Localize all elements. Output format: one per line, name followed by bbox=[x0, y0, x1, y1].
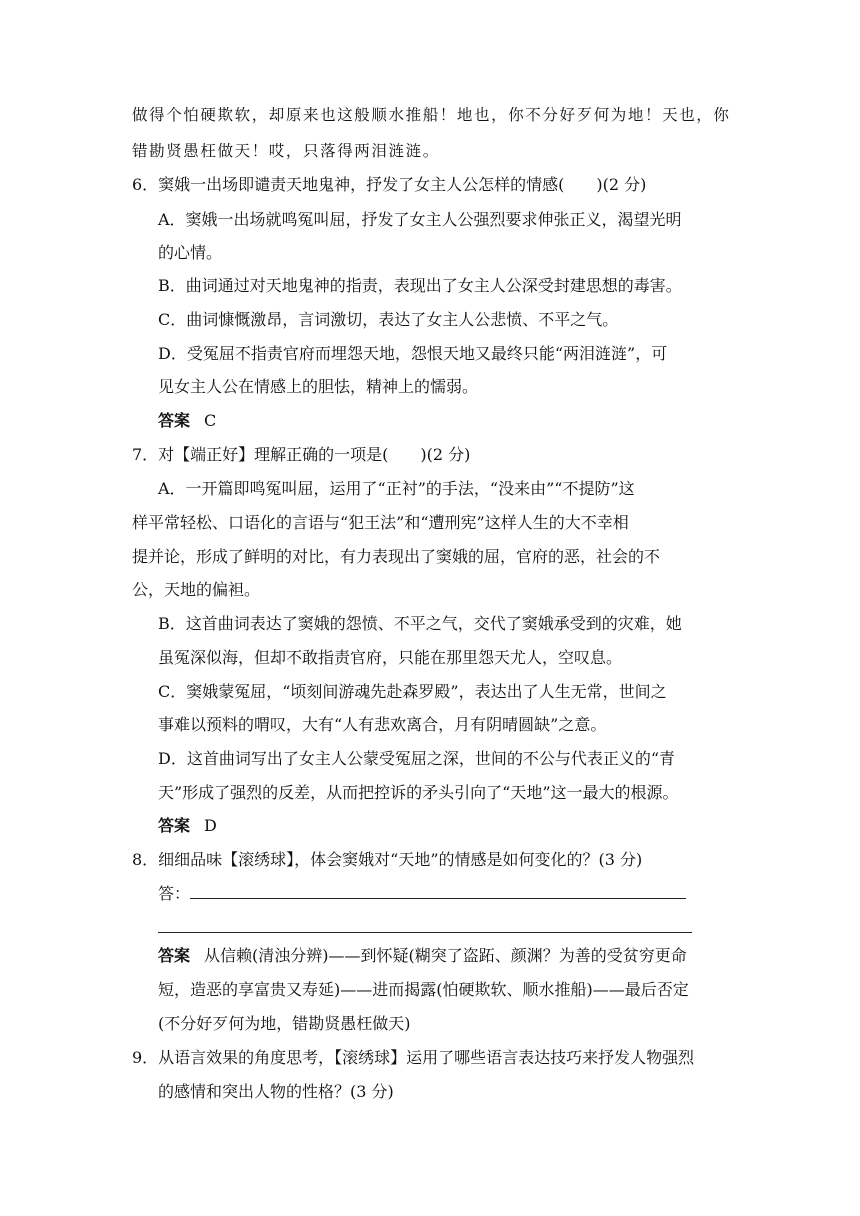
question-6-stem: 6．窦娥一出场即谴责天地鬼神，抒发了女主人公怎样的情感( )(2 分) bbox=[132, 175, 647, 194]
question-7-option-a-cont-2: 提并论，形成了鲜明的对比，有力表现出了窦娥的屈，官府的恶，社会的不 bbox=[132, 547, 661, 566]
answer-label: 答案 bbox=[158, 816, 191, 835]
intro-line-1: 做得个怕硬欺软，却原来也这般顺水推船！地也，你不分好歹何为地！天也，你 bbox=[132, 106, 731, 124]
question-7-option-b-cont: 虽冤深似海，但却不敢指责官府，只能在那里怨天尤人，空叹息。 bbox=[158, 648, 623, 667]
answer-prompt: 答： bbox=[158, 884, 191, 903]
question-8-stem: 8．细细品味【滚绣球】，体会窦娥对“天地”的情感是如何变化的？(3 分) bbox=[132, 850, 643, 869]
question-9-stem: 9．从语言效果的角度思考，【滚绣球】运用了哪些语言表达技巧来抒发人物强烈 bbox=[132, 1048, 695, 1067]
question-7-stem: 7．对【端正好】理解正确的一项是( )(2 分) bbox=[132, 445, 471, 464]
question-9-stem-cont: 的感情和突出人物的性格？(3 分) bbox=[158, 1082, 394, 1101]
question-6-option-b: B．曲词通过对天地鬼神的指责，表现出了女主人公深受封建思想的毒害。 bbox=[158, 276, 682, 295]
question-6-answer bbox=[158, 411, 216, 431]
question-7-answer bbox=[158, 816, 217, 836]
question-7-option-a-cont-3: 公，天地的偏袒。 bbox=[132, 580, 261, 599]
question-6-option-d: D．受冤屈不指责官府而埋怨天地，怨恨天地又最终只能“两泪涟涟”，可 bbox=[158, 344, 668, 363]
question-6-option-a: A．窦娥一出场就鸣冤叫屈，抒发了女主人公强烈要求伸张正义，渴望光明 bbox=[158, 210, 682, 229]
question-7-option-c: C．窦娥蒙冤屈，“顷刻间游魂先赴森罗殿”，表达出了人生无常，世间之 bbox=[158, 682, 667, 701]
question-7-option-b: B．这首曲词表达了窦娥的怨愤、不平之气，交代了窦娥承受到的灾难，她 bbox=[158, 614, 682, 633]
answer-blank[interactable] bbox=[190, 884, 686, 899]
answer-text: 从信赖(清浊分辨)——到怀疑(糊突了盗跖、颜渊？为善的受贫穷更命 bbox=[204, 946, 687, 965]
question-7-option-a: A．一开篇即鸣冤叫屈，运用了“正衬”的手法，“没来由”“不提防”这 bbox=[158, 479, 635, 498]
question-8-answer-line-1 bbox=[158, 884, 686, 904]
question-8-answer-cont-1: 短，造恶的享富贵又寿延)——进而揭露(怕硬欺软、顺水推船)——最后否定 bbox=[158, 980, 689, 999]
question-7-option-c-cont: 事难以预料的喟叹，大有“人有悲欢离合，月有阴晴圆缺”之意。 bbox=[158, 715, 607, 734]
question-6-option-a-cont: 的心情。 bbox=[158, 243, 223, 262]
question-6-option-c: C．曲词慷慨激昂，言词激切，表达了女主人公悲愤、不平之气。 bbox=[158, 310, 619, 329]
answer-value: D bbox=[204, 816, 217, 835]
question-7-option-a-cont-1: 样平常轻松、口语化的言语与“犯王法”和“遭刑宪”这样人生的大不幸相 bbox=[132, 513, 629, 532]
question-7-option-d-cont: 天”形成了强烈的反差，从而把控诉的矛头引向了“天地”这一最大的根源。 bbox=[158, 783, 679, 802]
question-8-answer-cont-2: (不分好歹何为地，错勘贤愚枉做天) bbox=[158, 1014, 411, 1033]
answer-label: 答案 bbox=[158, 946, 191, 965]
question-6-option-d-cont: 见女主人公在情感上的胆怯，精神上的懦弱。 bbox=[158, 377, 479, 396]
answer-blank[interactable] bbox=[158, 918, 692, 933]
question-7-option-d: D．这首曲词写出了女主人公蒙受冤屈之深，世间的不公与代表正义的“青 bbox=[158, 749, 676, 768]
answer-label: 答案 bbox=[158, 411, 191, 430]
question-8-answer bbox=[158, 946, 687, 966]
intro-line-2: 错勘贤愚枉做天！哎，只落得两泪涟涟。 bbox=[132, 142, 440, 160]
question-8-answer-line-2 bbox=[158, 918, 692, 938]
answer-value: C bbox=[204, 411, 217, 430]
